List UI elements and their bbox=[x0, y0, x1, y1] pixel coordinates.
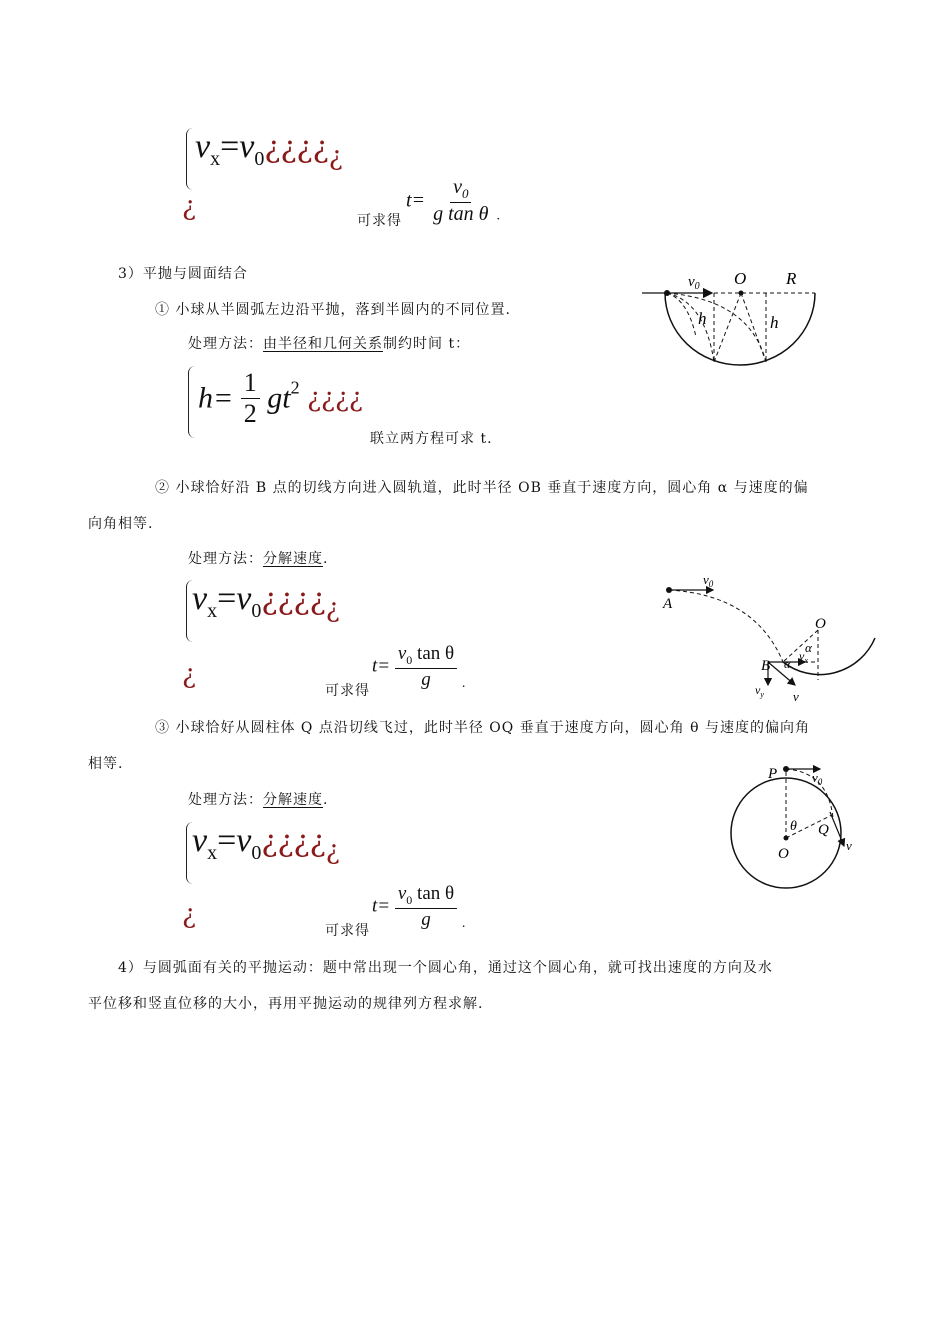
section-4-text-cont: 平位移和竖直位移的大小，再用平抛运动的规律列方程求解. bbox=[88, 996, 484, 1012]
method-1: 处理方法：由半径和几何关系制约时间 t： bbox=[188, 336, 471, 352]
time-formula: t= $\frac{v_0 \tan \theta}{g}$ $_.$ bbox=[372, 643, 466, 692]
label-h-left: h bbox=[698, 309, 707, 328]
track-arc bbox=[783, 638, 875, 675]
item-3-text-cont: 相等. bbox=[88, 756, 124, 772]
label-P: P bbox=[768, 766, 778, 782]
solve-label: 可求得 bbox=[357, 213, 402, 229]
equation-brace bbox=[188, 366, 197, 438]
section-heading: 3）平抛与圆面结合 bbox=[118, 266, 248, 282]
solve-label: 可求得 bbox=[325, 683, 370, 699]
label-v: v bbox=[793, 689, 799, 704]
figure-semicircle bbox=[630, 262, 830, 372]
combine-label: 联立两方程可求 t. bbox=[370, 431, 493, 447]
label-v0: $v_0$ bbox=[812, 770, 823, 787]
item-2-text-cont: 向角相等. bbox=[88, 516, 154, 532]
label-R: R bbox=[786, 269, 797, 288]
equation-h: h= $\frac{1}{2}$ $gt^2$ ¿¿¿¿ bbox=[198, 368, 363, 428]
label-alpha-bottom: α bbox=[784, 657, 791, 671]
equation-vx: $v_x=v_0¿¿¿¿_¿$ bbox=[192, 580, 340, 624]
label-O: O bbox=[815, 616, 826, 632]
v-arrow bbox=[830, 812, 844, 846]
time-formula: t= $\frac{v_0}{\text{g tan θ}}$ $_.$ bbox=[406, 176, 500, 225]
v-arrow bbox=[768, 662, 795, 685]
trajectory-1 bbox=[667, 293, 696, 337]
method-3: 处理方法：分解速度. bbox=[188, 792, 329, 808]
equation-junk-char: ¿ bbox=[182, 192, 196, 222]
figure-arc-entry bbox=[655, 570, 880, 705]
figure-circle-tangent bbox=[720, 760, 870, 895]
label-h-right: h bbox=[770, 313, 779, 332]
trajectory-3 bbox=[667, 293, 766, 362]
label-O: O bbox=[778, 846, 789, 862]
trajectory bbox=[669, 590, 783, 662]
radius-1 bbox=[714, 293, 741, 362]
label-v: v bbox=[846, 838, 852, 853]
equation-junk-char: ¿ bbox=[182, 900, 196, 930]
label-alpha-top: α bbox=[805, 640, 812, 655]
trajectory bbox=[786, 769, 833, 818]
section-4-text: 4）与圆弧面有关的平抛运动：题中常出现一个圆心角，通过这个圆心角，就可找出速度的方向及水 bbox=[118, 960, 773, 976]
label-v0: $v_0$ bbox=[703, 572, 714, 589]
item-1-text: ① 小球从半圆弧左边沿平抛，落到半圆内的不同位置. bbox=[155, 302, 511, 318]
label-vy: $v_y$ bbox=[755, 683, 764, 699]
label-v0: $v_0$ bbox=[688, 274, 700, 292]
equation-junk-char: ¿ bbox=[182, 660, 196, 690]
method-2: 处理方法：分解速度. bbox=[188, 551, 329, 567]
equation-vx: $v_x=v_0¿¿¿¿_¿$ bbox=[192, 822, 340, 866]
radius-2 bbox=[741, 293, 766, 362]
label-Q: Q bbox=[818, 822, 829, 838]
label-vx: $v_x$ bbox=[799, 649, 808, 665]
item-2-text: ② 小球恰好沿 B 点的切线方向进入圆轨道，此时半径 OB 垂直于速度方向，圆心角 α 与速度的偏 bbox=[155, 480, 809, 496]
label-theta: θ bbox=[790, 819, 797, 834]
solve-label: 可求得 bbox=[325, 923, 370, 939]
label-A: A bbox=[663, 596, 673, 612]
item-3-text: ③ 小球恰好从圆柱体 Q 点沿切线飞过，此时半径 OQ 垂直于速度方向，圆心角 θ 与速度的偏向角 bbox=[155, 720, 811, 736]
equation-vx: $v_x=v_0¿¿¿¿_¿$ bbox=[195, 128, 343, 172]
label-B: B bbox=[761, 658, 771, 674]
label-O: O bbox=[734, 269, 747, 288]
equation-brace bbox=[186, 128, 195, 190]
time-formula: t= $\frac{v_0 \tan \theta}{g}$ $_.$ bbox=[372, 883, 466, 932]
